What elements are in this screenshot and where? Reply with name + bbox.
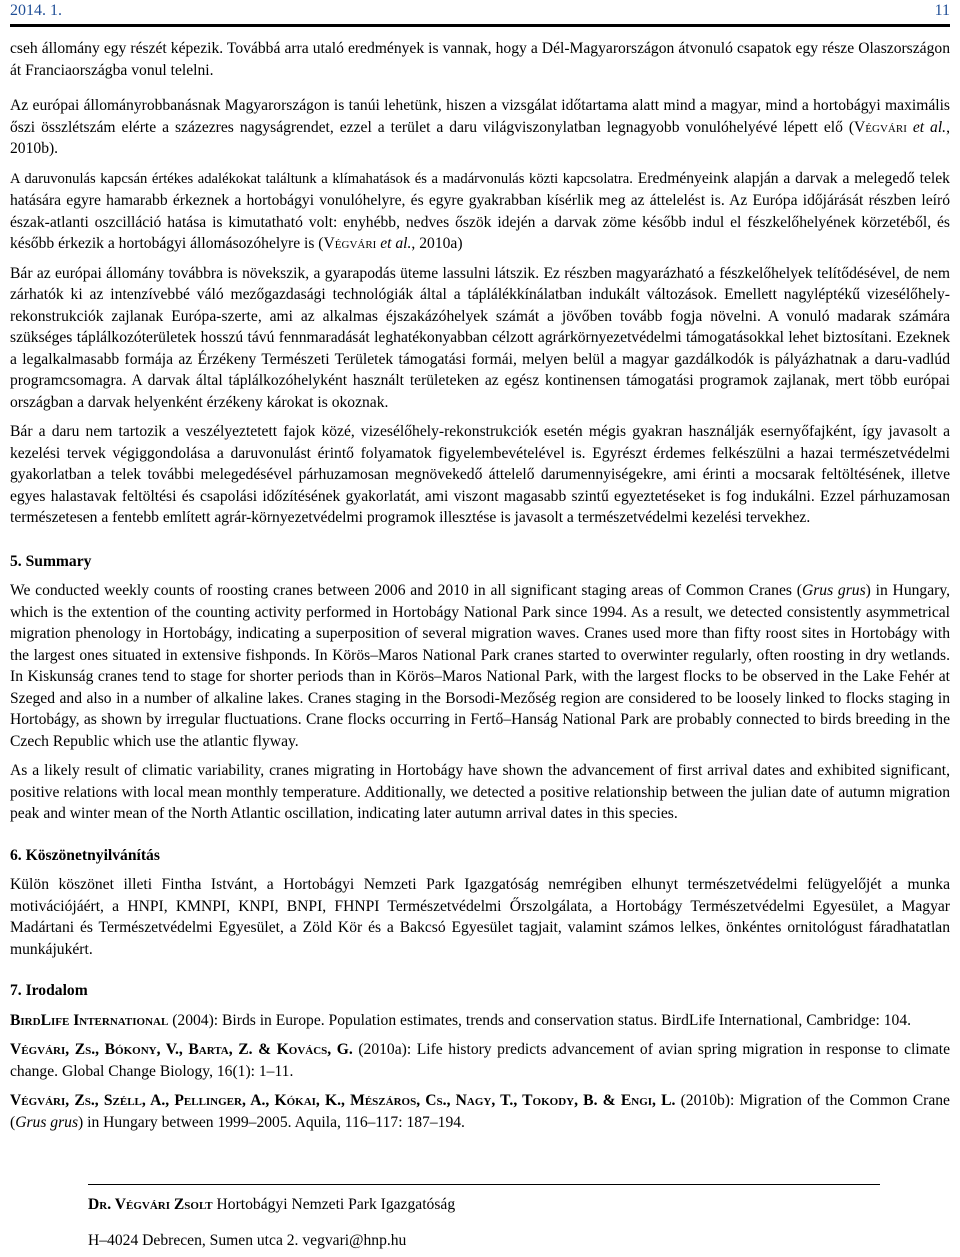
paragraph: Az európai állományrobbanásnak Magyarországon is tanúi lehetünk, hiszen a vizsgálat időtartama alatt mind a magyar, mind a hortobágyi maximális őszi összlétszám elérte a százezres nagyságrendet, ezzel a terület a daru világviszonylatban legnagyobb vonulóhelyévé lépett elő (Végvári et al., 2010b).: [10, 97, 950, 157]
section-heading-summary: 5. Summary: [10, 552, 92, 570]
section-heading-references: 7. Irodalom: [10, 982, 88, 999]
header-rule: [10, 24, 950, 27]
article-body: [10, 38, 950, 1133]
footer-rule: [88, 1184, 880, 1185]
issue-date: 2014. 1.: [10, 2, 62, 19]
reference-item: BirdLife International (2004): Birds in Europe. Population estimates, trends and conservation status. BirdLife International, Cambridge: 104.: [10, 1011, 912, 1029]
author-affiliation: Hortobágyi Nemzeti Park Igazgatóság: [212, 1196, 456, 1213]
paragraph: As a likely result of climatic variability, cranes migrating in Hortobágy have shown the advancement of first arrival dates and exhibited significant, positive relations with local mean monthly temperature. Additionally, we detected a positive relationship between the julian date of autumn migration peak and winter mean of the North Atlantic oscillation, indicating later autumn arrival dates in this species.: [10, 762, 950, 822]
paragraph: cseh állomány egy részét képezik. Továbbá arra utaló eredmények is vannak, hogy a Dél-Magyarországon átvonuló csapatok egy része Olaszországon át Franciaországba vonul telelni.: [10, 40, 950, 79]
paragraph: Bár az európai állomány továbbra is növekszik, a gyarapodás üteme lassulni látszik. Ez részben magyarázható a fészkelőhelyek telítődésével, de nem zárhatók ki az intenzívebbé váló mezőgazdasági technológiák által a táplálékkínálatban indukált változások. Emellett nagyléptékű vizesélőhely-rekonstrukciók zajlanak Európa-szerte, ami az alkalmas éjszakázóhelyek számát a jövőben tovább fogja növelni. A vonuló madarak számára szükséges táplálkozóterületek hosszú távú fennmaradását leghatékonyabban célzott agrárkörnyezetvédelmi támogatásokkal lehet biztosítani. Ezeknek a legalkalmasabb formája az Érzékeny Természeti Területek támogatási formái, melyen belül a magyar gazdálkodók is pályázhatnak a daru-vadlúd programcsomagra. A darvak által táplálkozóhelyként használt területeken az egész kontinensen támogatási programok zajlanak, mert több európai országban a darvak helyenként érzékeny károkat is okoznak.: [10, 264, 950, 411]
author-line: [88, 1194, 880, 1216]
paragraph: We conducted weekly counts of roosting cranes between 2006 and 2010 in all significant staging areas of Common Cranes (Grus grus) in Hungary, which is the extention of the counting activity performed in Hortobágy National Park since 1994. As a result, we detected consistently asymmetrical migration phenology in Hortobágy, indicating a superposition of several migration waves. Cranes used more than fifty roost sites in Hortobágy with the largest ones situated in extensive fishponds. In Körös–Maros National Park cranes started to overwinter regularly, often roosting in dry wetlands. In Kiskunság cranes tend to stage for shorter periods than in Körös–Maros National Park, with the largest flocks to be observed in the Lake Fehér at Szeged and also in a number of alkaline lakes. Cranes staging in the Borsodi-Mezőség region are considered to be loosely linked to flocks staging in Hortobágy, as shown by irregular fluctuations. Crane flocks occurring in Fertő–Hanság National Park are probably connected to birds breeding in the Czech Republic which use the atlantic flyway.: [10, 582, 951, 750]
section-heading-acknowledgements: 6. Köszönetnyilvánítás: [10, 846, 160, 864]
page-number: 11: [934, 2, 950, 19]
paragraph: Bár a daru nem tartozik a veszélyeztetett fajok közé, vizesélőhely-rekonstrukciók esetén mégis gyakran használják esernyőfajként, így javasolt a kezelési tervek végiggondolása a daruvonulást érintő folyamatok figyelembevételével is. Egyrészt érdemes felkészülni a hazai természetvédelmi gyakorlatban a telek további melegedésével párhuzamosan megnövekedő áttelelő darumennyiségekre, ami érinti a mocsarak feltöltésének, illetve egyes halastavak feltöltési és csapolási időzítésének gyakorlatát, ami viszont magasabb szintű egyeztetéseket is fog indukálni. Ezzel párhuzamosan természetesen a fentebb említett agrár-környezetvédelmi programok illesztése is javasolt a természetvédelmi kezelési tervekhez.: [10, 423, 950, 526]
author-address: H–4024 Debrecen, Sumen utca 2. vegvari@hnp.hu: [88, 1231, 407, 1249]
author-footer: [88, 1194, 880, 1251]
paragraph: Külön köszönet illeti Fintha Istvánt, a Hortobágyi Nemzeti Park Igazgatóság nemrégiben elhunyt természetvédelmi felügyelőjét a munka motivációjáért, a HNPI, KMNPI, KNPI, BNPI, FHNPI Természetvédelmi Őrszolgálata, a Hortobágy Természetvédelmi Egyesület, a Magyar Madártani és Természetvédelmi Egyesület, a Zöld Kör és a Bakcsó Egyesület tagjait, valamint számos lelkes, önkéntes ornitológust fáradhatatlan munkájukért.: [10, 876, 950, 958]
author-name: Dr. Végvári Zsolt: [88, 1196, 213, 1213]
page-header: [10, 0, 950, 24]
paragraph: A daruvonulás kapcsán értékes adalékokat találtunk a klímahatások és a madárvonulás közti kapcsolatra. Eredményeink alapján a darvak a melegedő telek hatására egyre hamarabb érkeznek a hortobágyi vonulóhelyre, és egyre gyakrabban kísérlik meg az áttelelést is. Az Európa időjárását részben leíró észak-atlanti oszcilláció hatása is kimutatható volt: enyhébb, nedves őszök idején a darvak zöme később indul el fészkelőhelyének körzetéből, és később érkezik a hortobágyi állomásozóhelyre is (Végvári et al., 2010a): [10, 169, 950, 252]
reference-item: Végvári, Zs., Széll, A., Pellinger, A., Kókai, K., Mészáros, Cs., Nagy, T., Tokody, B. & Engi, L. (2010b): Migration of the Common Crane (Grus grus) in Hungary between 1999–2005. Aquila, 116–117: 187–194.: [10, 1092, 950, 1131]
reference-item: Végvári, Zs., Bókony, V., Barta, Z. & Kovács, G. (2010a): Life history predicts advancement of avian spring migration in response to climate change. Global Change Biology, 16(1): 1–11.: [10, 1041, 951, 1080]
